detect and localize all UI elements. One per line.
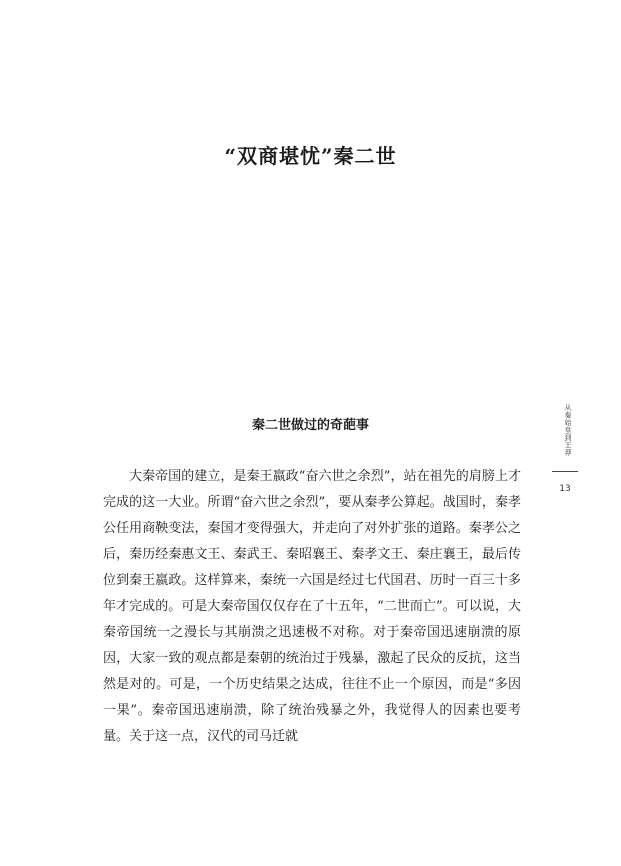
running-title: 从秦始皇到王莽 [564,404,572,457]
section-title: 秦二世做过的奇葩事 [251,418,369,433]
body-text [103,464,521,750]
body-paragraph: 大秦帝国的建立，是秦王嬴政“奋六世之余烈”，站在祖先的肩膀上才完成的这一大业。所谓“奋六世之余烈”，要从秦孝公算起。战国时，秦孝公任用商鞅变法，秦国才变得强大，并走向了对外扩张的道路。秦孝公之后，秦历经秦惠文王、秦武王、秦昭襄王、秦孝文王、秦庄襄王，最后传位到秦王嬴政。这样算来，秦统一六国是经过七代国君、历时一百三十多年才完成的。可是大秦帝国仅仅存在了十五年，“二世而亡”。可以说，大秦帝国统一之漫长与其崩溃之迅速极不对称。对于秦帝国迅速崩溃的原因，大家一致的观点都是秦朝的统治过于残暴，激起了民众的反抗，这当然是对的。可是，一个历史结果之达成，往往不止一个原因，而是“多因一果”。秦帝国迅速崩溃，除了统治残暴之外，我觉得人的因素也要考量。关于这一点，汉代的司马迁就 [103,469,521,744]
chapter-title: “双商堪忧”秦二世 [224,144,397,168]
running-title-divider [552,471,578,472]
page-number: 13 [559,484,571,494]
